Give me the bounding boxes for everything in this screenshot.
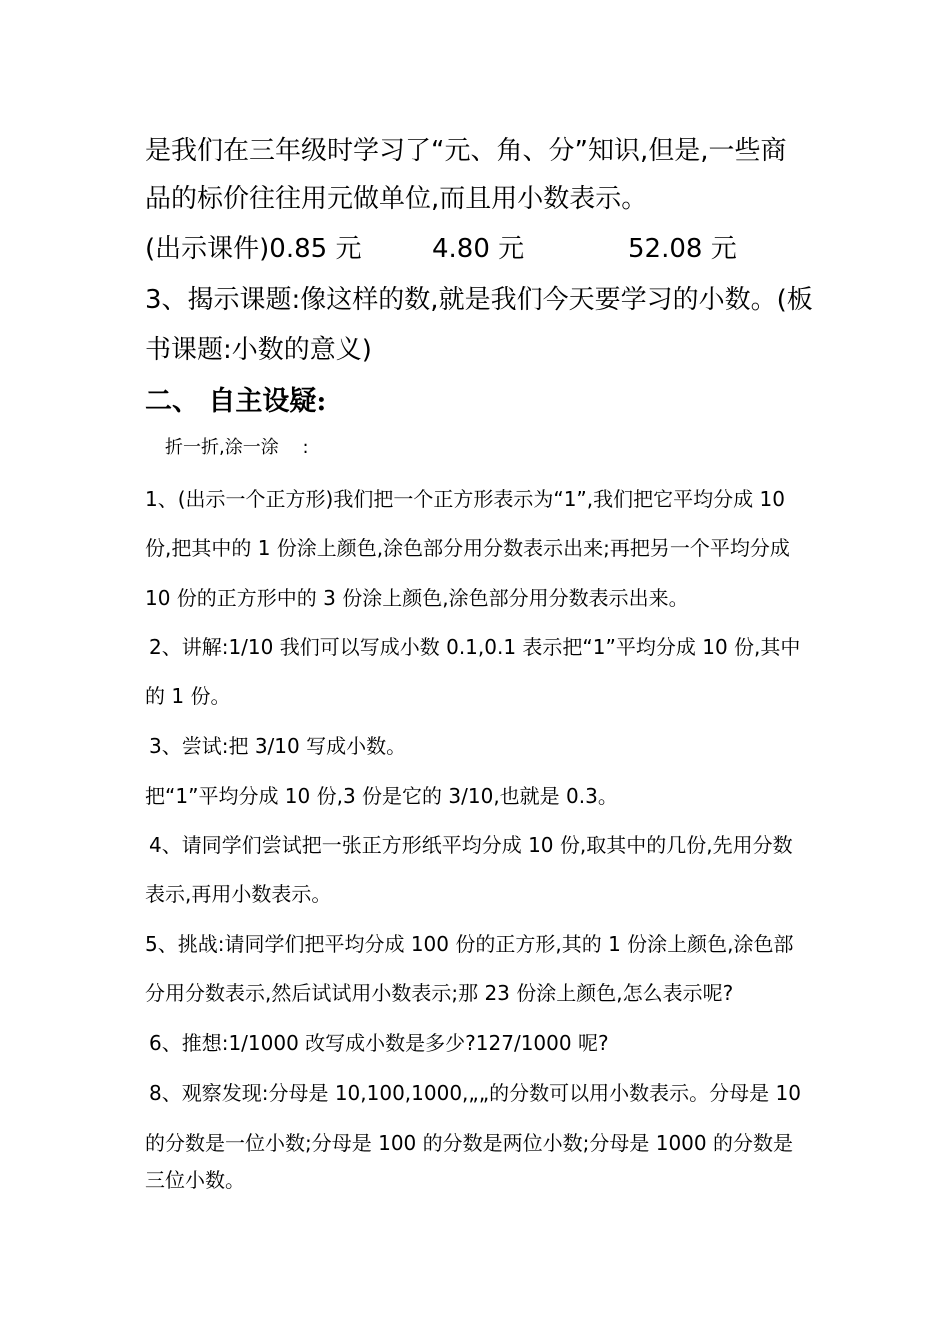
price-3: 52.08 元 [628,234,737,264]
courseware-price-1: (出示课件)0.85 元 [145,234,362,264]
item-5-line-1: 5、挑战:请同学们把平均分成 100 份的正方形,其的 1 份涂上颜色,涂色部 [145,932,794,956]
topic-line-2: 书课题:小数的意义) [145,335,372,365]
item-4-line-1: 4、请同学们尝试把一张正方形纸平均分成 10 份,取其中的几份,先用分数 [149,833,793,857]
item-8-line-3: 三位小数。 [145,1168,245,1192]
item-1-line-1: 1、(出示一个正方形)我们把一个正方形表示为“1”,我们把它平均分成 10 [145,487,785,511]
item-1-line-2: 份,把其中的 1 份涂上颜色,涂色部分用分数表示出来;再把另一个平均分成 [145,536,790,560]
item-3-line-2: 把“1”平均分成 10 份,3 份是它的 3/10,也就是 0.3。 [145,784,618,808]
section-heading: 二、 自主设疑: [145,386,327,417]
item-5-line-2: 分用分数表示,然后试试用小数表示;那 23 份涂上颜色,怎么表示呢? [145,981,734,1005]
intro-line-2: 品的标价往往用元做单位,而且用小数表示。 [145,184,648,214]
price-2: 4.80 元 [432,234,525,264]
item-6-line-1: 6、推想:1/1000 改写成小数是多少?127/1000 呢? [149,1031,609,1055]
fold-paint-line: 折一折,涂一涂 : [165,437,309,458]
item-2-line-2: 的 1 份。 [145,684,231,708]
intro-line-1: 是我们在三年级时学习了“元、角、分”知识,但是,一些商 [145,136,787,166]
price-examples [145,236,765,266]
item-8-line-2: 的分数是一位小数;分母是 100 的分数是两位小数;分母是 1000 的分数是 [145,1131,793,1155]
item-3-line-1: 3、尝试:把 3/10 写成小数。 [149,734,407,758]
item-1-line-3: 10 份的正方形中的 3 份涂上颜色,涂色部分用分数表示出来。 [145,586,689,610]
topic-line-1: 3、揭示课题:像这样的数,就是我们今天要学习的小数。(板 [145,285,813,315]
item-8-line-1: 8、观察发现:分母是 10,100,1000,„„的分数可以用小数表示。分母是 10 [149,1081,801,1105]
item-4-line-2: 表示,再用小数表示。 [145,882,332,906]
item-2-line-1: 2、讲解:1/10 我们可以写成小数 0.1,0.1 表示把“1”平均分成 10 份,其中 [149,635,801,659]
